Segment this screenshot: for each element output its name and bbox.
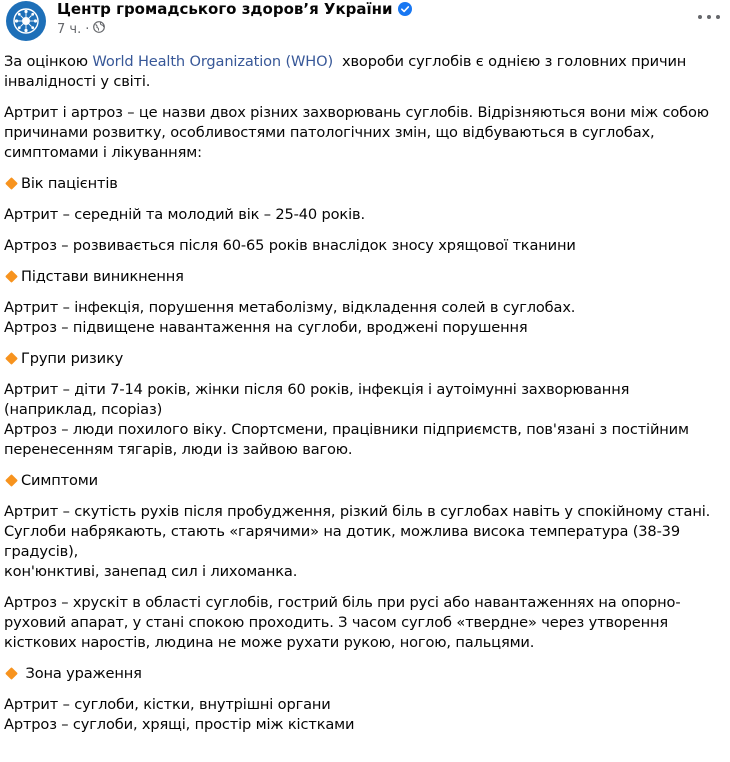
post-meta	[57, 21, 105, 37]
paragraph-line: Суглоби набрякають, стають «гарячими» на дотик, можлива висока температура (38-39	[4, 523, 680, 540]
paragraph-line: Артрит – суглоби, кістки, внутрішні органи	[4, 696, 331, 713]
paragraph-line: Артрит – скутість рухів після пробудження, різкий біль в суглобах навіть у спокійному стані.	[4, 503, 711, 520]
more-dot	[716, 15, 720, 19]
section-title-zone	[4, 664, 726, 684]
section-title-causes	[4, 267, 726, 287]
paragraph-line: Артроз – розвивається після 60-65 років внаслідок зносу хрящової тканини	[4, 237, 576, 254]
post-body	[4, 52, 726, 735]
orange-diamond-icon	[5, 270, 18, 283]
paragraph-line: кон'юнктиві, занепад сил і лихоманка.	[4, 563, 298, 580]
intro-line-1	[4, 52, 726, 72]
section-title-text: Вік пацієнтів	[21, 175, 118, 192]
post-header	[0, 0, 730, 46]
paragraph-line: Артрит – діти 7-14 років, жінки після 60 років, інфекція і аутоімунні захворювання	[4, 381, 630, 398]
post-timestamp[interactable]: 7 ч.	[57, 21, 82, 37]
page-name[interactable]	[57, 0, 412, 18]
intro-text: За оцінкою	[4, 53, 93, 70]
globe-icon[interactable]	[93, 21, 105, 37]
paragraph-line: симптомами і лікуванням:	[4, 144, 202, 161]
section-title-text: Зона ураження	[21, 665, 142, 682]
intro-text: хвороби суглобів є однією з головних причин	[333, 53, 687, 70]
page-avatar[interactable]	[6, 1, 46, 41]
section-title-risk	[4, 349, 726, 369]
verified-badge-icon	[398, 2, 412, 16]
globe-network-logo-icon	[11, 6, 41, 36]
who-link[interactable]: World Health Organization (WHO)	[92, 53, 334, 70]
more-dot	[707, 15, 711, 19]
paragraph-line: Артрит – інфекція, порушення метаболізму, відкладення солей в суглобах.	[4, 299, 576, 316]
section-title-symptoms	[4, 471, 726, 491]
paragraph-line: перенесенням тягарів, люди із зайвою вагою.	[4, 441, 353, 458]
orange-diamond-icon	[5, 667, 18, 680]
intro-line-2: інвалідності у світі.	[4, 73, 151, 90]
more-dot	[698, 15, 702, 19]
meta-separator: ·	[85, 21, 90, 37]
section-title-text: Групи ризику	[21, 350, 124, 367]
paragraph-line: кісткових наростів, людина не може рухати рукою, ногою, пальцями.	[4, 634, 535, 651]
paragraph-line: причинами розвитку, особливостями патологічних змін, що відбуваються в суглобах,	[4, 124, 655, 141]
page-name-text[interactable]: Центр громадського здоров’я України	[57, 0, 393, 18]
paragraph-line: Артрит – середній та молодий вік – 25-40 років.	[4, 206, 365, 223]
paragraph-line: Артроз – суглоби, хрящі, простір між кістками	[4, 716, 355, 733]
paragraph-line: руховий апарат, у стані спокою проходить. З часом суглоб «твердне» через утворення	[4, 614, 669, 631]
section-title-text: Симптоми	[21, 472, 98, 489]
paragraph-line: градусів),	[4, 543, 79, 560]
paragraph-line: Артроз – підвищене навантаження на суглоби, вроджені порушення	[4, 319, 528, 336]
section-title-text: Підстави виникнення	[21, 268, 184, 285]
orange-diamond-icon	[5, 474, 18, 487]
paragraph-line: Артроз – люди похилого віку. Спортсмени, працівники підприємств, пов'язані з постійним	[4, 421, 689, 438]
section-title-age	[4, 174, 726, 194]
orange-diamond-icon	[5, 352, 18, 365]
orange-diamond-icon	[5, 177, 18, 190]
paragraph-line: (наприклад, псоріаз)	[4, 401, 163, 418]
more-options-button[interactable]	[698, 10, 720, 24]
paragraph-line: Артроз – хрускіт в області суглобів, гострий біль при русі або навантаженнях на опорно-	[4, 594, 681, 611]
paragraph-line: Артрит і артроз – це назви двох різних захворювань суглобів. Відрізняються вони між собою	[4, 104, 709, 121]
